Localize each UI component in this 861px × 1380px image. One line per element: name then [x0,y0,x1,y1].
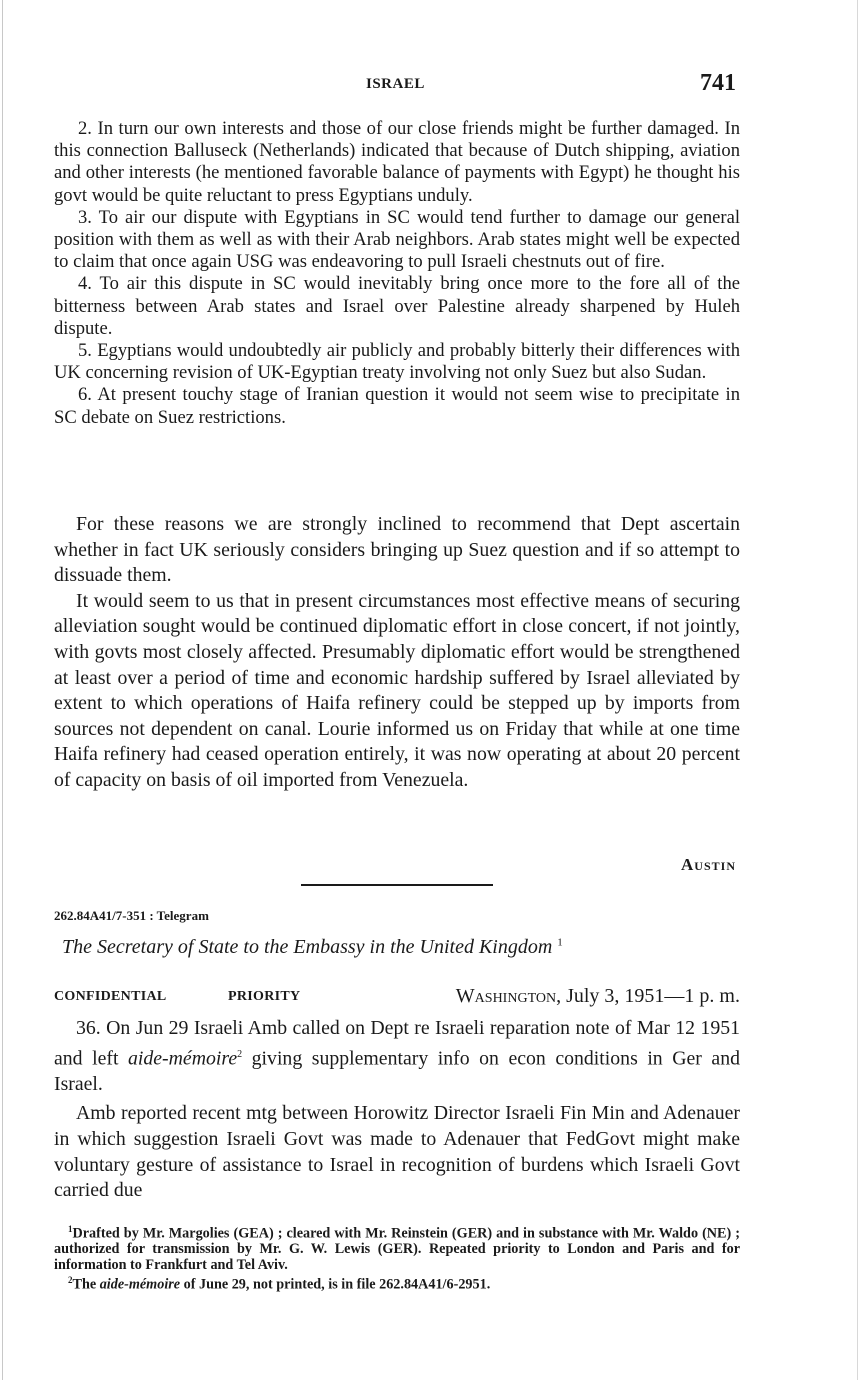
priority: PRIORITY [228,989,301,1004]
footnote-mark-2: 2 [237,1048,243,1060]
section-divider [301,884,493,886]
heading-footnote-mark: 1 [557,936,563,949]
footnote-1: $^1$Drafted by Mr. Margolies (GEA) ; cleared with Mr. Reinstein (GER) and in substance with Mr. Waldo (NE) ; authorized for transmission by Mr. G. W. Lewis (GER). Repeated priority to London and Paris and for information to Frankfurt and Tel Aviv. [54,1224,740,1273]
point-2: 2. In turn our own interests and those of our close friends might be further damaged. In this connection Balluseck (Netherlands) indicated that because of Dutch shipping, aviation and other interests (he mentioned favorable balance of payments with Egypt) he thought his govt would be quite reluctant to press Egyptians unduly. [54,118,740,206]
telegram-paragraph-2: Amb reported recent mtg between Horowitz Director Israeli Fin Min and Adenauer in which suggestion Israeli Govt was made to Adenauer that FedGovt might make voluntary gesture of assistance to Israel in recognition of burdens which Israeli Govt carried due [54,1102,740,1202]
point-6: 6. At present touchy stage of Iranian question it would not seem wise to precipitate in SC debate on Suez restrictions. [54,384,740,428]
dateline-date: , July 3, 1951—1 p. m. [556,985,740,1007]
diplomatic-effort-paragraph: It would seem to us that in present circumstances most effective means of securing alleviation sought would be continued diplomatic effort in close concert, if not jointly, with govts most closely affected. Presumably diplomatic effort would be strengthened at least over a period of time and economic hardship suffered by Israel alleviated by extent to which operations of Haifa refinery could be stepped up by imports from sources not dependent on canal. Lourie informed us on Friday that while at one time Haifa refinery had ceased operation entirely, it was now operating at about 20 percent of capacity on basis of oil imported from Venezuela. [54,589,740,791]
footnote-2-mark: 2 [68,1274,73,1285]
point-3: 3. To air our dispute with Egyptians in SC would tend further to damage our general position with them as well as with their Arab neighbors. Arab states might well be expected to claim that once again USG was endeavoring to pull Israeli chestnuts out of fire. [54,206,740,273]
point-5: 5. Egyptians would undoubtedly air publicly and probably bitterly their differences with UK concerning revision of UK-Egyptian treaty involving not only Suez but also Sudan. [54,340,740,384]
scan-edge-right [857,0,858,1380]
signature: Austin [681,855,736,874]
recommendation-paragraph: For these reasons we are strongly inclined to recommend that Dept ascertain whether in fact UK seriously considers bringing up Suez question and if so attempt to dissuade them. [54,513,740,587]
page-number: 741 [700,70,736,96]
footnote-2: $^2$The aide-mémoire of June 29, not printed, is in file 262.84A41/6-2951. [68,1274,491,1293]
document-heading [62,936,563,959]
aide-memoire-term: aide-mémoire [128,1047,238,1070]
document-heading-text: The Secretary of State to the Embassy in the United Kingdom [62,936,553,958]
telegram-paragraph-1: 36. On Jun 29 Israeli Amb called on Dept re Israeli reparation note of Mar 12 1951 and left aide-mémoire$^2$ giving supplementary info on econ conditions in Ger and Israel. [54,1017,740,1095]
classification-line [54,985,740,1011]
numbered-points [54,118,740,429]
dateline [456,985,740,1008]
classification: CONFIDENTIAL [54,989,167,1004]
running-head: ISRAEL [366,76,425,92]
point-4: 4. To air this dispute in SC would inevitably bring once more to the fore all of the bitterness between Arab states and Israel over Palestine already sharpened by Huleh dispute. [54,273,740,339]
file-reference: 262.84A41/7-351 : Telegram [54,908,209,923]
scan-edge-left [2,0,3,1380]
telegram-body [54,1016,740,1204]
footnote-1-mark: 1 [68,1224,73,1234]
dateline-place: Washington [455,985,557,1007]
closing-paragraphs [54,512,740,794]
footnotes [54,1222,740,1293]
